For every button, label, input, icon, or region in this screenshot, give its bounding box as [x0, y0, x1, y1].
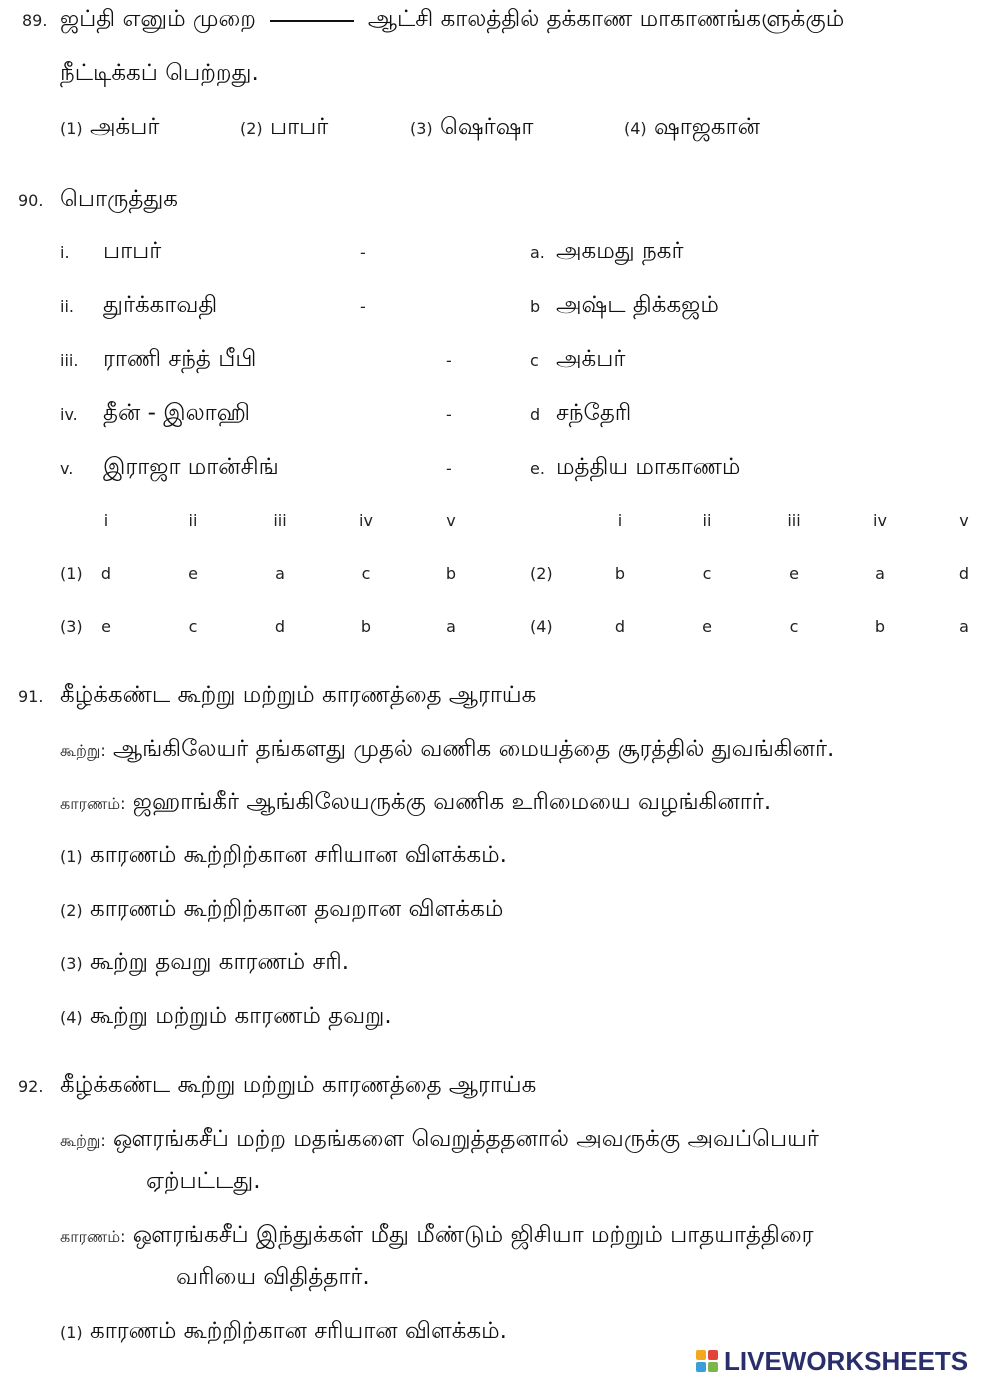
q89-option-4[interactable]: (4) ஷாஜகான் — [624, 114, 760, 140]
q91-option-1[interactable]: (1) காரணம் கூற்றிற்கான சரியான விளக்கம். — [60, 842, 507, 868]
logo-text: LIVEWORKSHEETS — [724, 1345, 969, 1376]
q89-text-a: ஜப்தி எனும் முறை — [60, 6, 256, 32]
q89-line2: நீட்டிக்கப் பெற்றது. — [60, 60, 259, 86]
statement-label: கூற்று: — [60, 741, 106, 760]
grid-header: iii — [273, 511, 287, 530]
q90-left-item: பாபர் — [103, 238, 162, 264]
answer-value: a — [446, 617, 456, 636]
q89-option-2[interactable]: (2) பாபர் — [240, 114, 329, 140]
answer-value: c — [188, 617, 198, 636]
q91-reason — [60, 787, 771, 819]
q91-statement — [60, 734, 834, 766]
q90-option-4[interactable]: (4) — [530, 617, 553, 636]
q90-left-roman: iv. — [60, 405, 78, 424]
q89-option-3[interactable]: (3) ஷெர்ஷா — [410, 114, 534, 140]
q90-left-item: தீன் - இலாஹி — [103, 400, 251, 426]
q90-right-item: சந்தேரி — [556, 400, 632, 426]
reason-text: ஔரங்கசீப் இந்துக்கள் மீது மீண்டும் ஜிசியா மற்றும் பாதயாத்திரை — [132, 1222, 814, 1248]
q90-right-letter: c — [530, 351, 539, 370]
q90-option-3[interactable]: (3) — [60, 617, 83, 636]
q92-reason — [60, 1220, 813, 1252]
grid-header: ii — [702, 511, 712, 530]
q90-dash: - — [360, 243, 366, 262]
q89-option-1[interactable]: (1) அக்பர் — [60, 114, 160, 140]
q91-title: கீழ்க்கண்ட கூற்று மற்றும் காரணத்தை ஆராய்க — [60, 682, 537, 708]
answer-value: b — [874, 617, 886, 636]
q90-number: 90. — [18, 191, 44, 210]
q90-left-roman: v. — [60, 459, 74, 478]
q92-title: கீழ்க்கண்ட கூற்று மற்றும் காரணத்தை ஆராய்க — [60, 1072, 537, 1098]
q90-option-2[interactable]: (2) — [530, 564, 553, 583]
q90-right-item: அக்பர் — [556, 346, 626, 372]
answer-value: b — [445, 564, 457, 583]
answer-value: c — [361, 564, 371, 583]
statement-text: ஆங்கிலேயர் தங்களது முதல் வணிக மையத்தை சூரத்தில் துவங்கினர். — [113, 736, 835, 762]
q89-blank[interactable] — [270, 20, 354, 22]
q91-option-2[interactable]: (2) காரணம் கூற்றிற்கான தவறான விளக்கம் — [60, 896, 504, 922]
q90-dash: - — [360, 297, 366, 316]
q90-left-roman: iii. — [60, 351, 79, 370]
statement-label: கூற்று: — [60, 1131, 106, 1150]
reason-text: ஜஹாங்கீர் ஆங்கிலேயருக்கு வணிக உரிமையை வழங்கினார். — [132, 789, 772, 815]
grid-header: v — [446, 511, 456, 530]
statement-text: ஔரங்கசீப் மற்ற மதங்களை வெறுத்ததனால் அவருக்கு அவப்பெயர் — [113, 1126, 819, 1152]
q90-left-item: துர்க்காவதி — [103, 292, 218, 318]
grid-header: i — [103, 511, 109, 530]
q90-left-roman: i. — [60, 243, 70, 262]
answer-value: e — [702, 617, 712, 636]
q90-right-letter: b — [530, 297, 541, 316]
q92-reason-cont: வரியை விதித்தார். — [176, 1264, 370, 1290]
q90-right-letter: d — [530, 405, 541, 424]
q91-number: 91. — [18, 687, 44, 706]
answer-value: b — [360, 617, 372, 636]
answer-value: e — [101, 617, 111, 636]
q90-right-item: மத்திய மாகாணம் — [556, 454, 741, 480]
q90-right-letter: a. — [530, 243, 545, 262]
answer-value: a — [959, 617, 969, 636]
q91-option-3[interactable]: (3) கூற்று தவறு காரணம் சரி. — [60, 949, 350, 975]
answer-value: a — [875, 564, 885, 583]
q90-dash: - — [446, 351, 452, 370]
grid-header: iv — [873, 511, 887, 530]
q90-left-roman: ii. — [60, 297, 74, 316]
q92-statement-cont: ஏற்பட்டது. — [146, 1168, 261, 1194]
answer-value: c — [702, 564, 712, 583]
answer-value: e — [789, 564, 799, 583]
q90-left-item: இராஜா மான்சிங் — [103, 454, 279, 480]
answer-value: d — [614, 617, 626, 636]
answer-value: d — [274, 617, 286, 636]
q90-dash: - — [446, 405, 452, 424]
answer-value: c — [789, 617, 799, 636]
q90-right-item: அஷ்ட திக்கஜம் — [556, 292, 719, 318]
q89-text-b: ஆட்சி காலத்தில் தக்காண மாகாணங்களுக்கும் — [367, 6, 845, 32]
reason-label: காரணம்: — [60, 794, 126, 813]
reason-label: காரணம்: — [60, 1227, 126, 1246]
answer-value: b — [614, 564, 626, 583]
logo-icon — [696, 1350, 718, 1372]
q90-right-letter: e. — [530, 459, 545, 478]
grid-header: ii — [188, 511, 198, 530]
q92-number: 92. — [18, 1077, 44, 1096]
q90-left-item: ராணி சந்த் பீபி — [103, 346, 257, 372]
q91-option-4[interactable]: (4) கூற்று மற்றும் காரணம் தவறு. — [60, 1003, 392, 1029]
q90-title: பொருத்துக — [60, 186, 178, 212]
q92-statement — [60, 1124, 819, 1156]
q89-number: 89. — [22, 11, 48, 30]
answer-value: d — [100, 564, 112, 583]
answer-value: d — [958, 564, 970, 583]
q89-line1 — [60, 4, 844, 34]
grid-header: iii — [787, 511, 801, 530]
grid-header: v — [959, 511, 969, 530]
q90-right-item: அகமது நகர் — [556, 238, 684, 264]
q90-option-1[interactable]: (1) — [60, 564, 83, 583]
grid-header: i — [617, 511, 623, 530]
liveworksheets-logo — [696, 1346, 968, 1376]
answer-value: e — [188, 564, 198, 583]
answer-value: a — [275, 564, 285, 583]
q92-option-1[interactable]: (1) காரணம் கூற்றிற்கான சரியான விளக்கம். — [60, 1318, 507, 1344]
grid-header: iv — [359, 511, 373, 530]
q90-dash: - — [446, 459, 452, 478]
